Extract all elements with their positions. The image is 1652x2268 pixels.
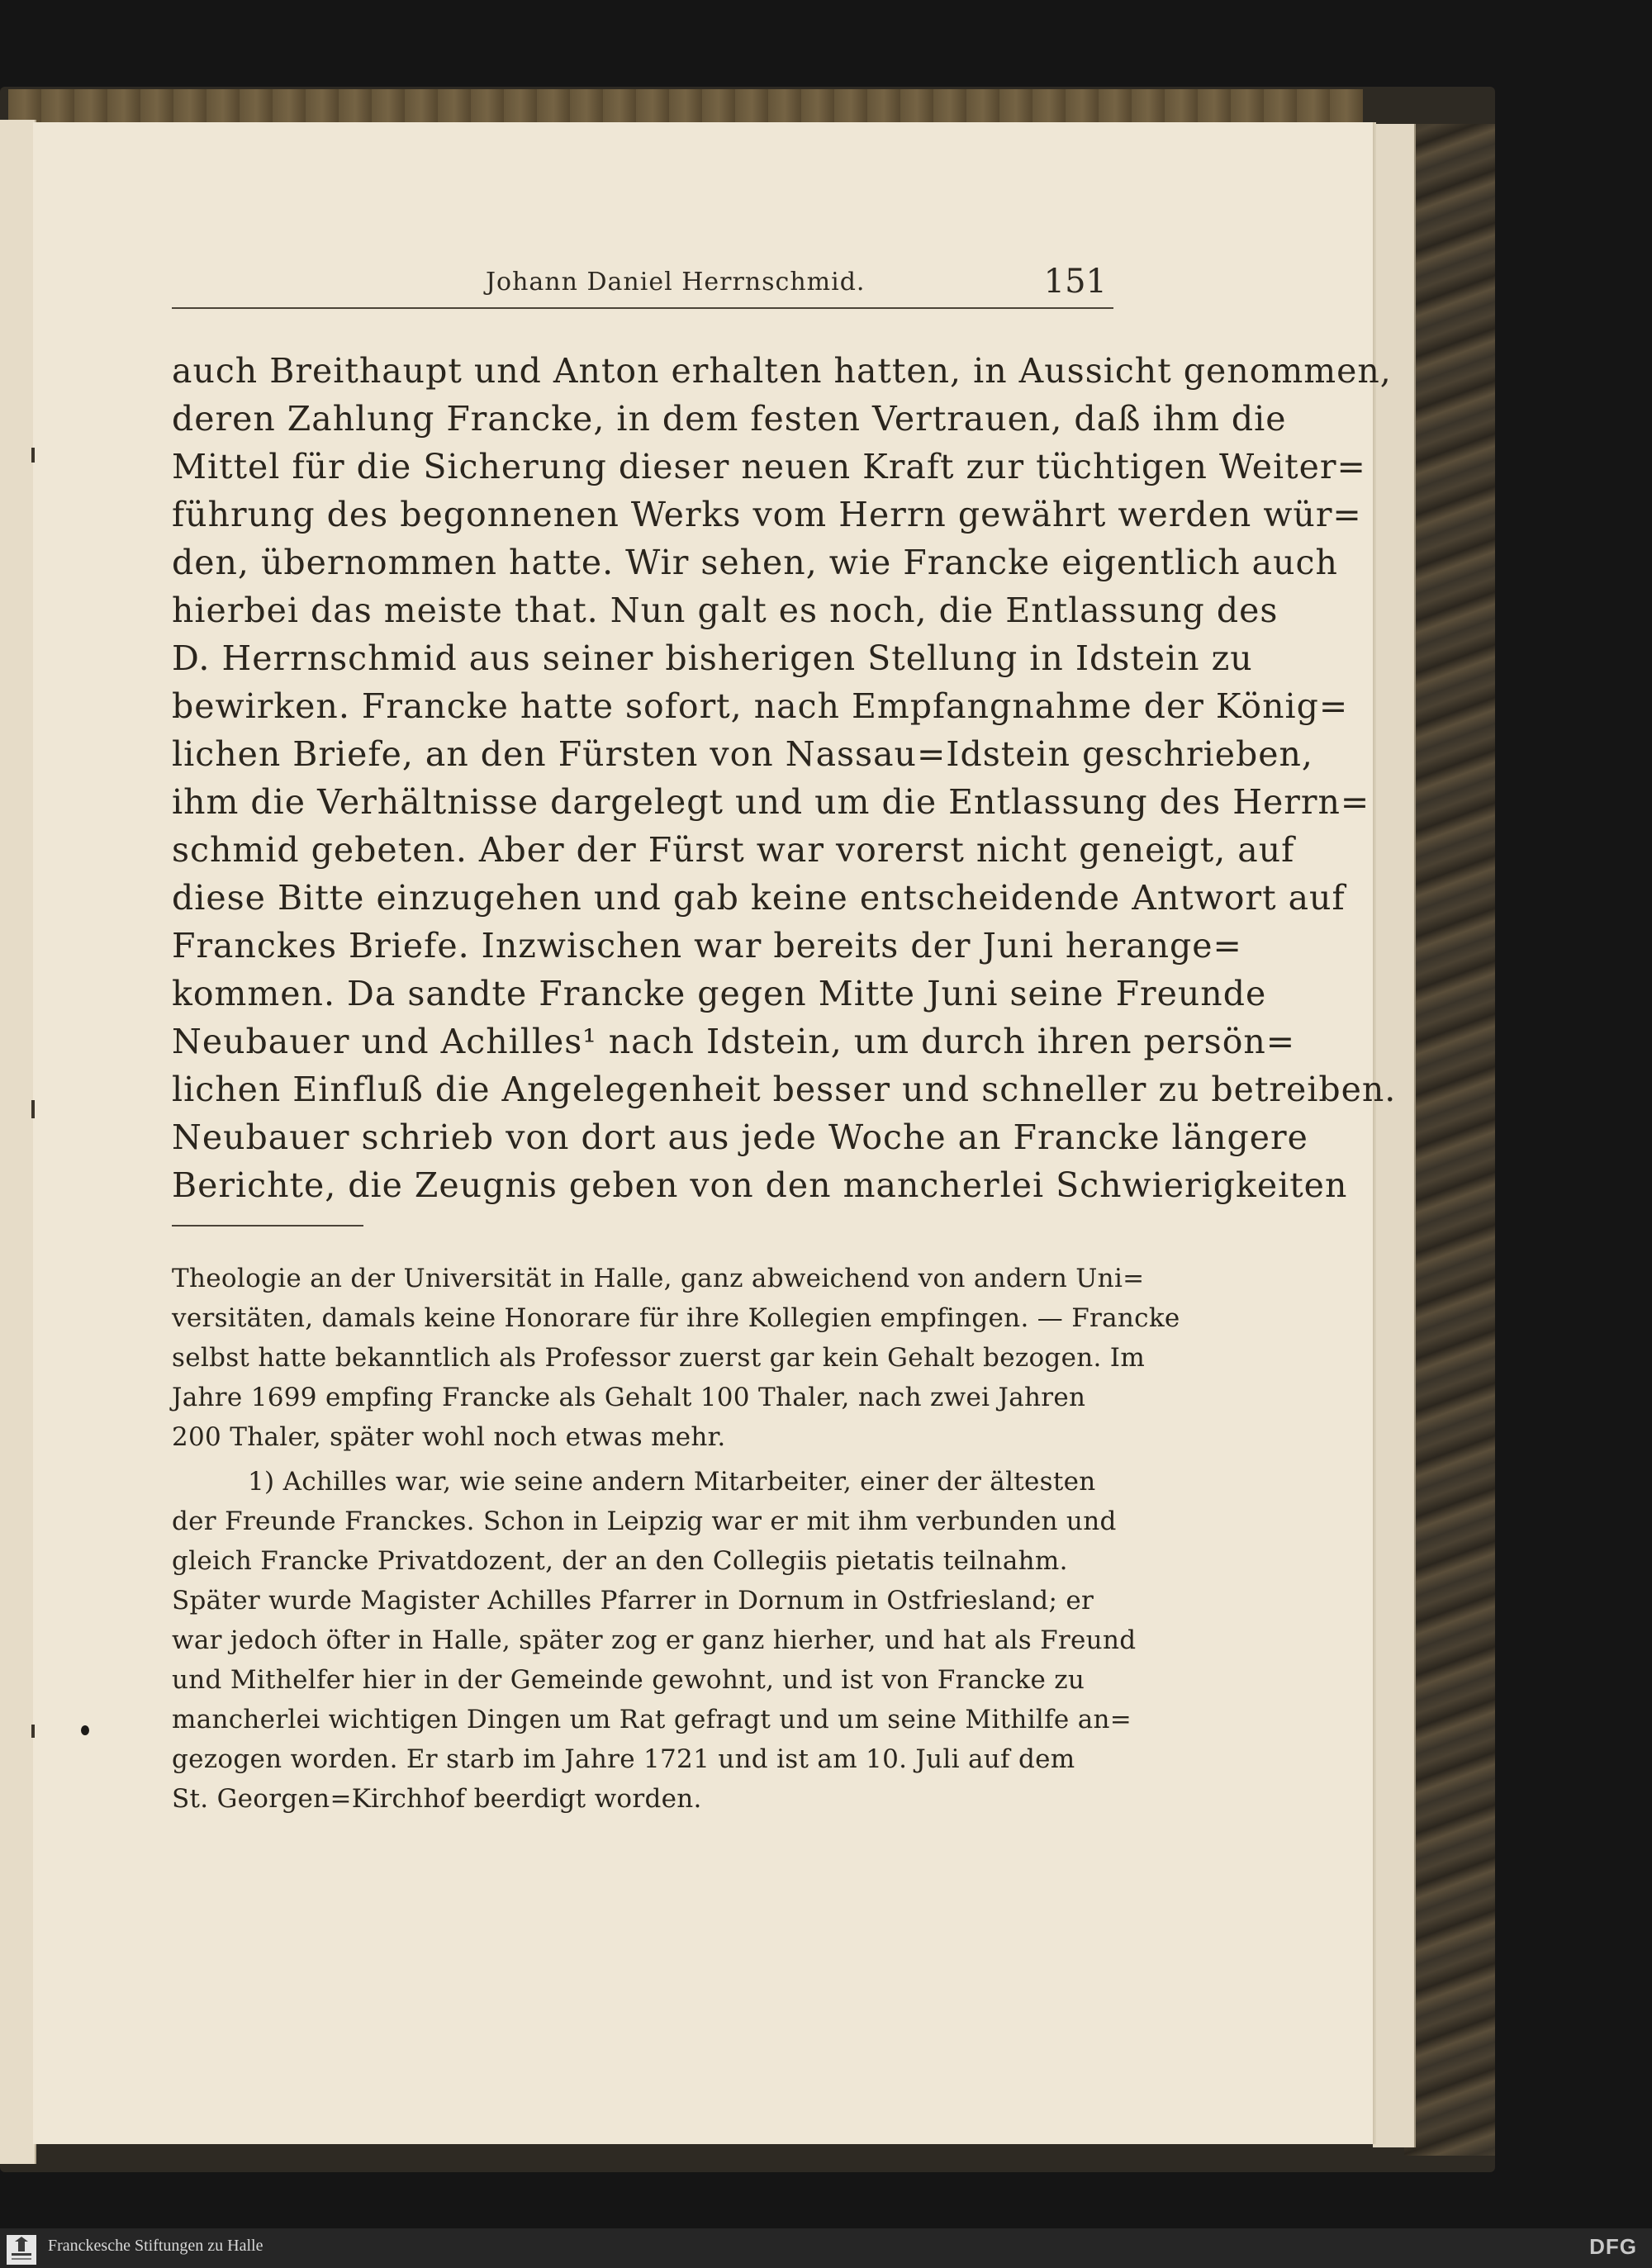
running-head [172,263,1113,309]
body-line: deren Zahlung Francke, in dem festen Vertrauen, daß ihm die [172,399,1287,439]
margin-dot [81,1725,89,1735]
marbled-cover-edge [1404,124,1495,2156]
body-line: ihm die Verhältnisse dargelegt und um die Entlassung des Herrn= [172,782,1370,822]
footnote-line: 200 Thaler, später wohl noch etwas mehr. [172,1422,726,1452]
footnote-line: mancherlei wichtigen Dingen um Rat gefragt und um seine Mithilfe an= [172,1705,1132,1734]
footnote-line: versitäten, damals keine Honorare für ihre Kollegien empfingen. — Francke [172,1303,1180,1333]
footnote-line: der Freunde Franckes. Schon in Leipzig war er mit ihm verbunden und [172,1506,1117,1536]
viewer-footer [0,2228,1652,2268]
body-line: hierbei das meiste that. Nun galt es noch, die Entlassung des [172,591,1279,630]
body-line: schmid gebeten. Aber der Fürst war vorerst nicht geneigt, auf [172,830,1295,870]
book-top-edge [8,89,1363,122]
institution-name[interactable]: Franckesche Stiftungen zu Halle [48,2237,263,2255]
body-line: den, übernommen hatte. Wir sehen, wie Francke eigentlich auch [172,543,1338,582]
footnote-rule [172,1225,363,1227]
footnote-line: St. Georgen=Kirchhof beerdigt worden. [172,1784,702,1814]
footnote-line: war jedoch öfter in Halle, später zog er ganz hierher, und hat als Freund [172,1625,1137,1655]
body-line: führung des begonnenen Werks vom Herrn gewährt werden wür= [172,495,1362,534]
footnote-line: Später wurde Magister Achilles Pfarrer in Dornum in Ostfriesland; er [172,1586,1094,1616]
body-line: lichen Briefe, an den Fürsten von Nassau=Idstein geschrieben, [172,734,1313,774]
body-line: Berichte, die Zeugnis geben von den mancherlei Schwierigkeiten [172,1165,1348,1205]
franckesche-stiftungen-logo-icon [7,2235,36,2265]
footnote-line: und Mithelfer hier in der Gemeinde gewohnt, und ist von Francke zu [172,1665,1085,1695]
page-number: 151 [1043,263,1107,301]
footnote-line: Theologie an der Universität in Halle, ganz abweichend von andern Uni= [172,1264,1145,1293]
dfg-logo: DFG [1589,2234,1637,2259]
margin-mark [31,448,35,463]
body-line: auch Breithaupt und Anton erhalten hatten, in Aussicht genommen, [172,351,1392,391]
page-stack-3 [1403,124,1416,2147]
body-line: bewirken. Francke hatte sofort, nach Empfangnahme der König= [172,686,1349,726]
body-line: D. Herrnschmid aus seiner bisherigen Stellung in Idstein zu [172,638,1253,678]
facing-page-edge [0,120,36,2164]
margin-mark [31,1725,35,1738]
footnote-line: gleich Francke Privatdozent, der an den Collegiis pietatis teilnahm. [172,1546,1068,1576]
running-head-title: Johann Daniel Herrnschmid. [486,268,866,297]
body-line: Neubauer und Achilles¹ nach Idstein, um durch ihren persön= [172,1022,1296,1061]
footnote-line: selbst hatte bekanntlich als Professor zuerst gar kein Gehalt bezogen. Im [172,1343,1146,1373]
body-line: kommen. Da sandte Francke gegen Mitte Juni seine Freunde [172,974,1267,1013]
page-stack-1 [1373,124,1391,2147]
footnote-line: Jahre 1699 empfing Francke als Gehalt 100 Thaler, nach zwei Jahren [172,1383,1086,1412]
footnote-line: gezogen worden. Er starb im Jahre 1721 und ist am 10. Juli auf dem [172,1744,1075,1774]
margin-mark [31,1100,35,1118]
body-line: diese Bitte einzugehen und gab keine entscheidende Antwort auf [172,878,1346,918]
body-line: Neubauer schrieb von dort aus jede Woche an Francke längere [172,1117,1308,1157]
body-line: lichen Einfluß die Angelegenheit besser und schneller zu betreiben. [172,1070,1397,1109]
body-line: Mittel für die Sicherung dieser neuen Kraft zur tüchtigen Weiter= [172,447,1366,486]
footnote-line: 1) Achilles war, wie seine andern Mitarbeiter, einer der ältesten [248,1467,1096,1497]
body-line: Franckes Briefe. Inzwischen war bereits der Juni herange= [172,926,1242,966]
